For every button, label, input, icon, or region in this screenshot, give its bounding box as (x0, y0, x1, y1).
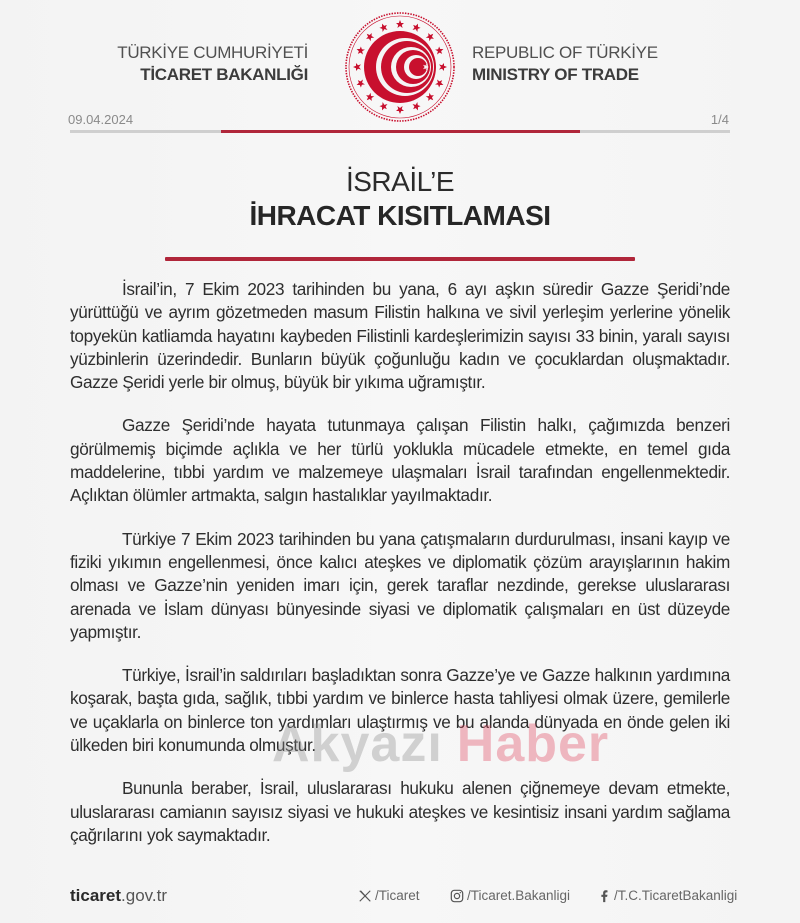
header-divider-accent (221, 130, 580, 133)
paragraph: Gazze Şeridi’nde hayata tutunmaya çalışan Filistin halkı, çağımızda benzeri görülmemiş biçimde açlıkla ve her türlü yoklukla mücadele etmekte, en temel gıda maddelerine, tıbbi yardım ve malzemeye ulaşmaları İsrail tarafından engellenmektedir. Açlıktan ölümler artmakta, salgın hastalıklar yayılmaktadır. (70, 415, 730, 506)
paragraph: Bununla beraber, İsrail, uluslararası hukuku alenen çiğnemeye devam etmekte, uluslararası camianın sayısız siyasi ve hukuki ateşkes ve kesintisiz insani yardım sağlama çağrılarını yok saymaktadır. (70, 778, 730, 845)
watermark-part2: Haber (456, 715, 610, 773)
website-domain-bold: ticaret (70, 886, 122, 905)
republic-name-en: REPUBLIC OF TÜRKİYE (472, 43, 658, 62)
x-icon (358, 889, 372, 903)
title-divider (165, 257, 635, 261)
header-left-title (117, 42, 308, 86)
paragraph: Türkiye 7 Ekim 2023 tarihinden bu yana çatışmaların durdurulması, insani kayıp ve fiziki yıkımın engellenmesi, önce kalıcı ateşkes ve diplomatik çözüm arayışlarının hakim olması ve Gazze’nin yeniden imarı için, gerek taraflar nezdinde, gerekse uluslararası arenada ve İslam dünyası bünyesinde siyasi ve diplomatik çalışmaları en üst düzeyde yapmıştır. (70, 528, 730, 642)
social-facebook-link[interactable] (597, 888, 737, 903)
social-instagram-link[interactable] (450, 888, 570, 903)
social-x-handle: /Ticaret (375, 888, 420, 903)
paragraph: Türkiye, İsrail’in saldırıları başladıktan sonra Gazze’ye ve Gazze halkının yardımına koşarak, başta gıda, sağlık, tıbbi yardım ve binlerce hasta tahliyesi olmak üzere, gemilerle ve uçaklarla on binlerce ton yardımları ulaştırmış ve bu alanda dünyada en önde gelen iki ülkeden biri konumunda olmuştur. (70, 665, 730, 756)
instagram-icon (450, 889, 464, 903)
page-title-line2: İHRACAT KISITLAMASI (249, 200, 551, 231)
document-date: 09.04.2024 (68, 112, 134, 127)
ministry-name-tr: TİCARET BAKANLIĞI (140, 65, 308, 84)
social-facebook-handle: /T.C.TicaretBakanligi (614, 888, 738, 903)
page-title-line1: İSRAİL’E (345, 166, 455, 197)
facebook-icon (597, 889, 611, 903)
website-link[interactable] (70, 886, 167, 906)
social-x-link[interactable] (358, 888, 420, 903)
ministry-emblem-icon (343, 10, 457, 124)
ministry-name-en: MINISTRY OF TRADE (472, 65, 639, 84)
republic-name-tr: TÜRKİYE CUMHURİYETİ (117, 43, 308, 62)
paragraph: İsrail’in, 7 Ekim 2023 tarihinden bu yana, 6 ayı aşkın süredir Gazze Şeridi’nde yürüttüğü ve ayrım gözetmeden masum Filistin halkına ve sivil yerleşim yerlerine yönelik topyekün katliamda hayatını kaybeden Filistinli kardeşlerimizin sayısı 33 binin, yaralı sayısı yüzbinlerin üzerindedir. Bunların büyük çoğunluğu kadın ve çocuklardan oluşmaktadır. Gazze Şeridi yerle bir olmuş, büyük bir yıkıma uğramıştır. (70, 279, 730, 393)
social-instagram-handle: /Ticaret.Bakanligi (467, 888, 571, 903)
page-indicator: 1/4 (710, 112, 729, 127)
website-domain-rest: .gov.tr (121, 886, 168, 905)
watermark-part1: Akyazı (272, 715, 443, 773)
press-release-body (70, 278, 730, 867)
header-right-title (472, 42, 658, 86)
